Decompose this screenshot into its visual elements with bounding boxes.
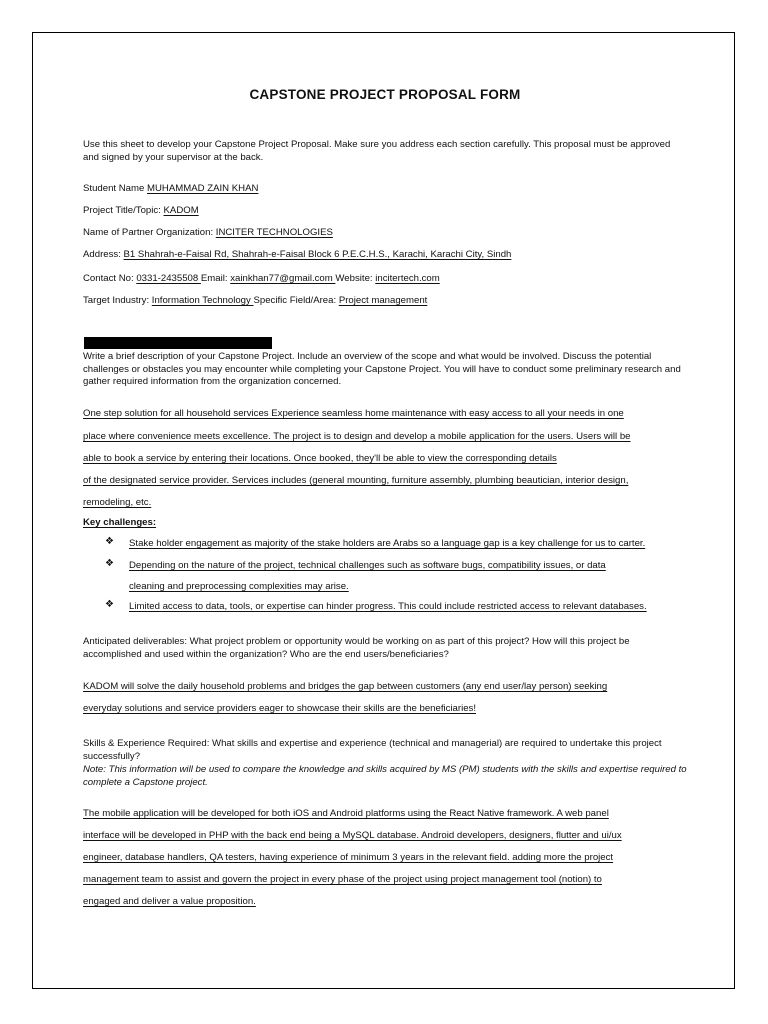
challenges-heading: Key challenges: <box>83 517 157 528</box>
skills-line: interface will be developed in PHP with the back end being a MySQL database. Android developers, designers, flutter and ui/ux <box>83 830 622 841</box>
description-line: place where convenience meets excellence. The project is to design and develop a mobile application for the users. Users will be <box>83 431 631 442</box>
skills-prompt: Skills & Experience Required: What skills and expertise and experience (technical and managerial) are required to undertake this project successfully? <box>83 738 662 762</box>
challenge-item: Stake holder engagement as majority of the stake holders are Arabs so a language gap is a key challenge for us to carter. <box>129 538 646 549</box>
challenge-item-cont: cleaning and preprocessing complexities may arise. <box>129 581 349 592</box>
partner-org-value: INCITER TECHNOLOGIES <box>215 227 333 238</box>
description-line: remodeling, etc. <box>83 497 152 508</box>
skills-note-text: Note: This information will be used to compare the knowledge and skills acquired by MS (PM) students with the skills and expertise required to complete a Capstone project. <box>83 764 687 788</box>
industry-value: Information Technology <box>151 295 254 306</box>
bullet-icon: ❖ <box>105 599 114 610</box>
skills-line: engaged and deliver a value proposition. <box>83 896 256 907</box>
description-prompt: Write a brief description of your Capstone Project. Include an overview of the scope and what would be involved. Discuss the potential challenges or obstacles you may encounter while completing your Capstone Project. You will have to conduct some preliminary research and gather required information from the organization concerned. <box>83 351 681 387</box>
skills-line: The mobile application will be developed for both iOS and Android platforms using the React Native framework. A web panel <box>83 808 609 819</box>
address-value: B1 Shahrah-e-Faisal Rd, Shahrah-e-Faisal Block 6 P.E.C.H.S., Karachi, Karachi City, Sindh <box>123 249 512 260</box>
student-name-value: MUHAMMAD ZAIN KHAN <box>147 183 259 194</box>
deliverables-line: KADOM will solve the daily household problems and bridges the gap between customers (any end user/lay person) seeking <box>83 681 608 692</box>
skills-line: management team to assist and govern the project in every phase of the project using project management tool (notion) to <box>83 874 602 885</box>
deliverables-line: everyday solutions and service providers eager to showcase their skills are the beneficiaries! <box>83 703 477 714</box>
contact-value: 0331-2435508 <box>136 273 201 284</box>
project-title-row <box>83 205 687 218</box>
partner-org-label: Name of Partner Organization: <box>83 227 216 238</box>
description-line: able to book a service by entering their locations. Once booked, they'll be able to view the corresponding details <box>83 453 557 464</box>
website-value: incitertech.com <box>375 273 440 284</box>
page-border <box>32 32 735 989</box>
address-row <box>83 249 687 262</box>
website-label: Website: <box>335 273 376 284</box>
contact-row <box>83 273 687 286</box>
email-value: xainkhan77@gmail.com <box>230 273 336 284</box>
email-label: Email: <box>200 273 231 284</box>
intro-text: Use this sheet to develop your Capstone Project Proposal. Make sure you address each section carefully. This proposal must be approved and signed by your supervisor at the back. <box>83 139 671 163</box>
address-label: Address: <box>83 249 124 260</box>
student-name-label: Student Name <box>83 183 147 194</box>
deliverables-prompt: Anticipated deliverables: What project problem or opportunity would be working on as part of this project? How will this project be accomplished and used within the organization? Who are the end users/beneficiaries? <box>83 636 630 660</box>
bullet-icon: ❖ <box>105 558 114 569</box>
bullet-icon: ❖ <box>105 536 114 547</box>
student-name-row <box>83 183 687 196</box>
industry-label: Target Industry: <box>83 295 152 306</box>
field-value: Project management <box>338 295 428 306</box>
skills-note <box>83 764 687 789</box>
challenge-item: Limited access to data, tools, or expertise can hinder progress. This could include restricted access to relevant databases. <box>129 601 647 612</box>
skills-line: engineer, database handlers, QA testers, having experience of minimum 3 years in the relevant field. adding more the project <box>83 852 614 863</box>
form-title: CAPSTONE PROJECT PROPOSAL FORM <box>249 87 521 102</box>
description-line: One step solution for all household services Experience seamless home maintenance with easy access to all your needs in one <box>83 408 624 419</box>
contact-label: Contact No: <box>83 273 137 284</box>
industry-row <box>83 295 687 308</box>
description-line: of the designated service provider. Services includes (general mounting, furniture assembly, plumbing beautician, interior design, <box>83 475 629 486</box>
field-label: Specific Field/Area: <box>253 295 339 306</box>
challenge-item: Depending on the nature of the project, technical challenges such as software bugs, compatibility issues, or data <box>129 560 606 571</box>
redaction-bar <box>84 337 272 349</box>
project-title-value: KADOM <box>163 205 199 216</box>
partner-org-row <box>83 227 687 240</box>
project-title-label: Project Title/Topic: <box>83 205 164 216</box>
